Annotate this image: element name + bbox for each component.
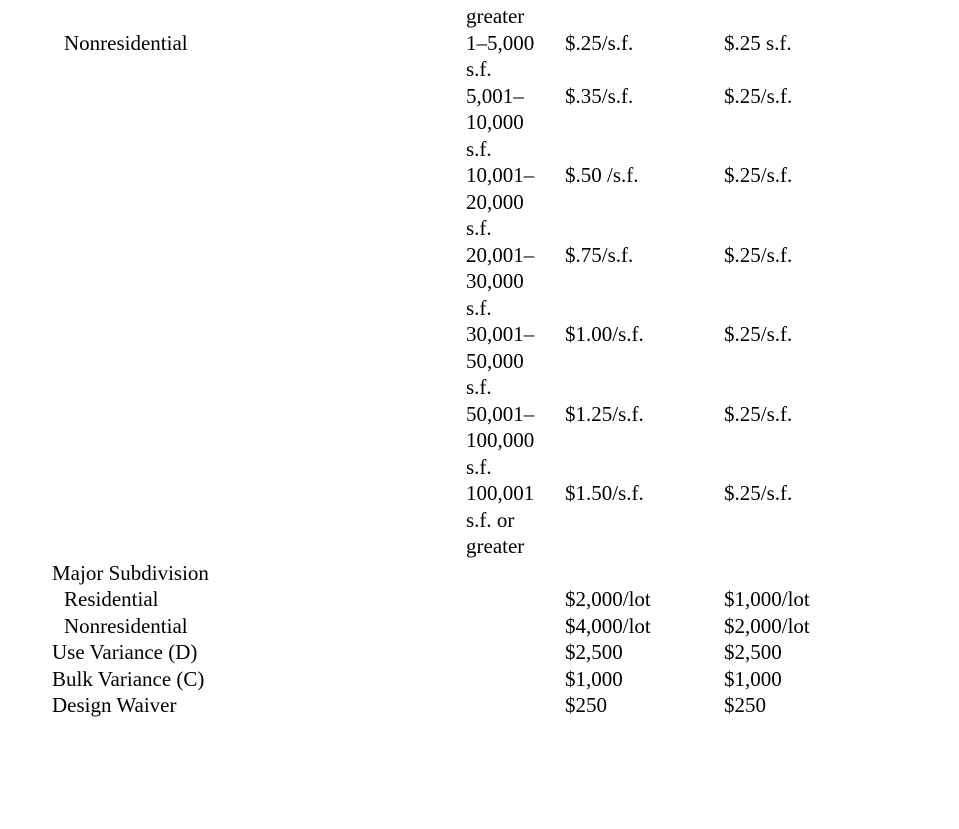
escrow-cell: $.25/s.f.: [724, 163, 793, 187]
size-line: s.f.: [466, 216, 492, 240]
nonresidential-tiers: [0, 30, 959, 560]
major-subdivision-residential-row: [0, 586, 959, 613]
fee-cell: $1.25/s.f.: [565, 401, 644, 426]
size-line: 30,000: [466, 269, 524, 293]
fee-cell: $4,000/lot: [565, 613, 651, 638]
escrow-cell: $.25/s.f.: [724, 481, 793, 505]
fee-cell: $2,500: [565, 640, 623, 664]
escrow-cell: $2,000/lot: [724, 613, 810, 638]
escrow-cell: $2,500: [724, 640, 782, 664]
major-subdivision-nonresidential-row: [0, 613, 959, 640]
size-range-cell: [413, 83, 565, 163]
size-range-cell: [413, 321, 565, 401]
row-label: Use Variance (D): [52, 640, 198, 664]
table-row: [0, 692, 959, 719]
row-label: Bulk Variance (C): [52, 666, 205, 691]
fee-cell: $1.50/s.f.: [565, 481, 644, 505]
size-line: 100,000: [466, 428, 535, 452]
table-row: [0, 162, 959, 242]
escrow-cell: $.25/s.f.: [724, 242, 793, 267]
nonresidential-label: Nonresidential: [64, 30, 188, 55]
size-line: s.f.: [466, 454, 492, 479]
other-fee-items: [0, 639, 959, 719]
size-line: greater: [466, 4, 525, 28]
size-range-cell: [413, 30, 565, 83]
size-line: 10,000: [466, 110, 524, 134]
table-row: [0, 83, 959, 163]
major-subdivision-heading-row: [0, 560, 959, 587]
size-line: s.f.: [466, 57, 492, 81]
row-label: Design Waiver: [52, 693, 177, 717]
table-row: [0, 666, 959, 693]
size-line: s.f.: [466, 375, 492, 399]
carryover-row: [0, 3, 959, 30]
fee-cell: $.50 /s.f.: [565, 163, 639, 187]
fee-schedule-table: [0, 3, 959, 719]
escrow-cell: $.25 s.f.: [724, 30, 792, 55]
table-row: [0, 30, 959, 83]
size-line: 20,000: [466, 189, 524, 214]
size-line: 5,001–: [466, 83, 524, 108]
size-range-cell: [413, 480, 565, 560]
fee-cell: $.75/s.f.: [565, 242, 634, 267]
fee-cell: $250: [565, 693, 607, 717]
size-line: 1–5,000: [466, 30, 535, 55]
fee-cell: $.35/s.f.: [565, 83, 634, 108]
table-row: [0, 480, 959, 560]
escrow-cell: $.25/s.f.: [724, 83, 793, 108]
escrow-cell: $1,000/lot: [724, 587, 810, 611]
table-row: [0, 321, 959, 401]
size-line: 50,000: [466, 348, 524, 373]
fee-cell: $.25/s.f.: [565, 30, 634, 55]
escrow-cell: $250: [724, 693, 766, 717]
fee-cell: $2,000/lot: [565, 587, 651, 611]
size-line: s.f. or: [466, 507, 515, 532]
fee-cell: $1,000: [565, 666, 623, 691]
row-label: Residential: [64, 587, 159, 611]
size-line: 50,001–: [466, 401, 535, 426]
size-range-cell: [413, 162, 565, 242]
table-row: [0, 639, 959, 666]
table-row: [0, 401, 959, 481]
size-line: s.f.: [466, 136, 492, 161]
escrow-cell: $.25/s.f.: [724, 322, 793, 346]
fee-cell: $1.00/s.f.: [565, 322, 644, 346]
row-label: Nonresidential: [64, 613, 188, 638]
size-line: 10,001–: [466, 163, 535, 187]
escrow-cell: $.25/s.f.: [724, 401, 793, 426]
escrow-cell: $1,000: [724, 666, 782, 691]
size-line: 100,001: [466, 481, 535, 505]
major-subdivision-heading: Major Subdivision: [52, 560, 209, 585]
size-line: 30,001–: [466, 322, 535, 346]
size-range-cell: [413, 242, 565, 322]
size-line: 20,001–: [466, 242, 535, 267]
size-line: greater: [466, 534, 525, 558]
size-range-cell: [413, 401, 565, 481]
size-line: s.f.: [466, 295, 492, 320]
size-range-cell: [413, 3, 565, 30]
table-row: [0, 242, 959, 322]
